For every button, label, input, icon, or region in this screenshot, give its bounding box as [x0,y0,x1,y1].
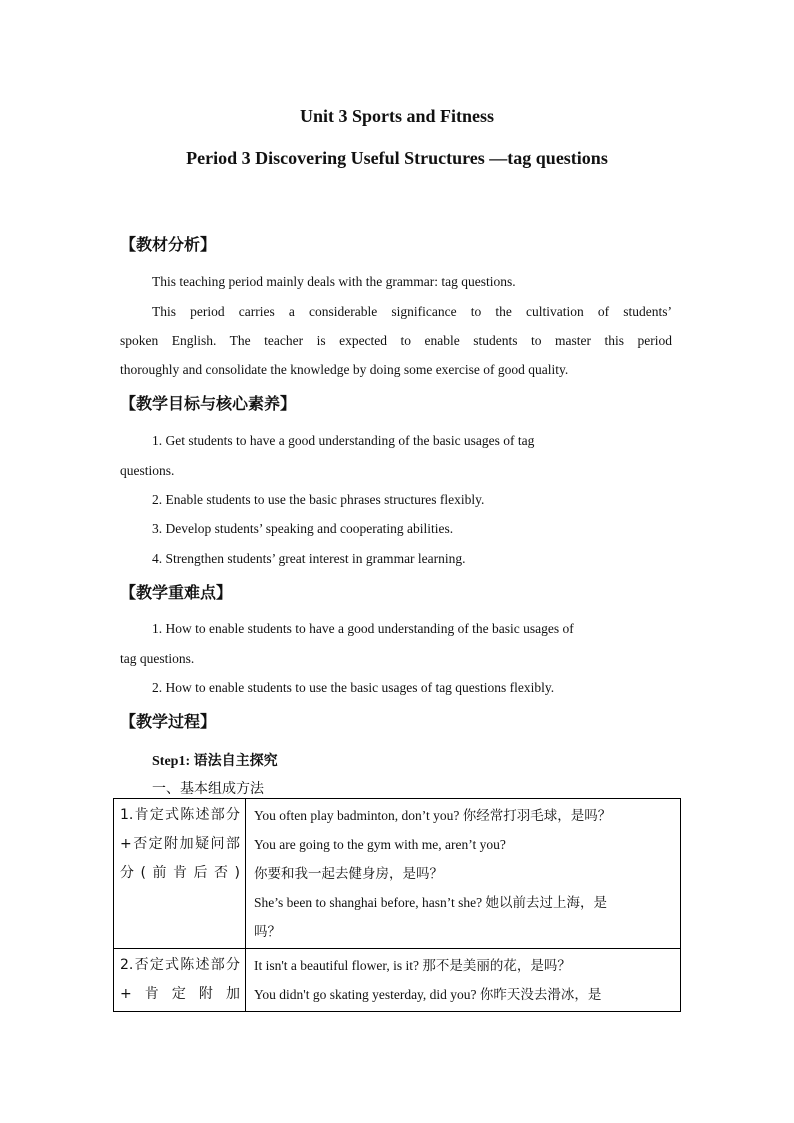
subheading-basic-composition: 一、基本组成方法 [152,781,264,797]
example-line: You often play badminton, don’t you? 你经常打羽毛球，是吗？ [254,808,612,823]
objective-item-4: 4. Strengthen students’ great interest in grammar learning. [152,551,466,566]
tag-question-table [113,798,681,1012]
key-point-2: 2. How to enable students to use the basic usages of tag questions flexibly. [152,680,555,695]
example-line: You didn't go skating yesterday, did you? 你昨天没去滑冰，是 [254,987,602,1002]
unit-title: Unit 3 Sports and Fitness [299,106,495,126]
rule-text: 1.肯定式陈述部分+否定附加疑问部分(前肯后否) [120,807,240,881]
analysis-paragraph-2-line-2: spoken English. The teacher is expected to enable students to master this period [120,333,672,348]
objective-item-1-line-1: 1. Get students to have a good understanding of the basic usages of tag [152,433,535,448]
rule-text: 2.否定式陈述部分+肯定附加 [120,957,240,1002]
table-row [114,799,681,949]
example-line: She’s been to shanghai before, hasn’t she? 她以前去过上海，是 [254,895,607,910]
step-1-heading: Step1: 语法自主探究 [152,754,278,769]
period-title: Period 3 Discovering Useful Structures —tag questions [186,148,608,168]
section-heading-objectives: 【教学目标与核心素养】 [120,394,297,413]
section-heading-analysis: 【教材分析】 [120,235,217,254]
table-cell-rule [114,799,246,949]
objective-item-3: 3. Develop students’ speaking and cooperating abilities. [152,521,454,536]
key-point-1-line-1: 1. How to enable students to have a good understanding of the basic usages of [152,621,574,636]
example-line: It isn't a beautiful flower, is it? 那不是美丽的花，是吗？ [254,958,571,973]
analysis-paragraph-1: This teaching period mainly deals with the grammar: tag questions. [152,274,516,289]
key-point-1-line-2: tag questions. [120,651,195,666]
objective-item-1-line-2: questions. [120,463,175,478]
table-row [114,949,681,1012]
example-line: 吗？ [254,924,281,939]
example-line: 你要和我一起去健身房，是吗？ [254,866,443,881]
section-heading-process: 【教学过程】 [120,712,217,731]
table-cell-rule [114,949,246,1012]
objective-item-2: 2. Enable students to use the basic phrases structures flexibly. [152,492,485,507]
analysis-paragraph-2-line-3: thoroughly and consolidate the knowledge by doing some exercise of good quality. [120,362,569,377]
table-cell-examples [246,949,681,1012]
analysis-paragraph-2-line-1: This period carries a considerable significance to the cultivation of students’ [152,304,672,319]
section-heading-key-points: 【教学重难点】 [120,583,233,602]
table-cell-examples [246,799,681,949]
example-line: You are going to the gym with me, aren’t you? [254,837,506,852]
